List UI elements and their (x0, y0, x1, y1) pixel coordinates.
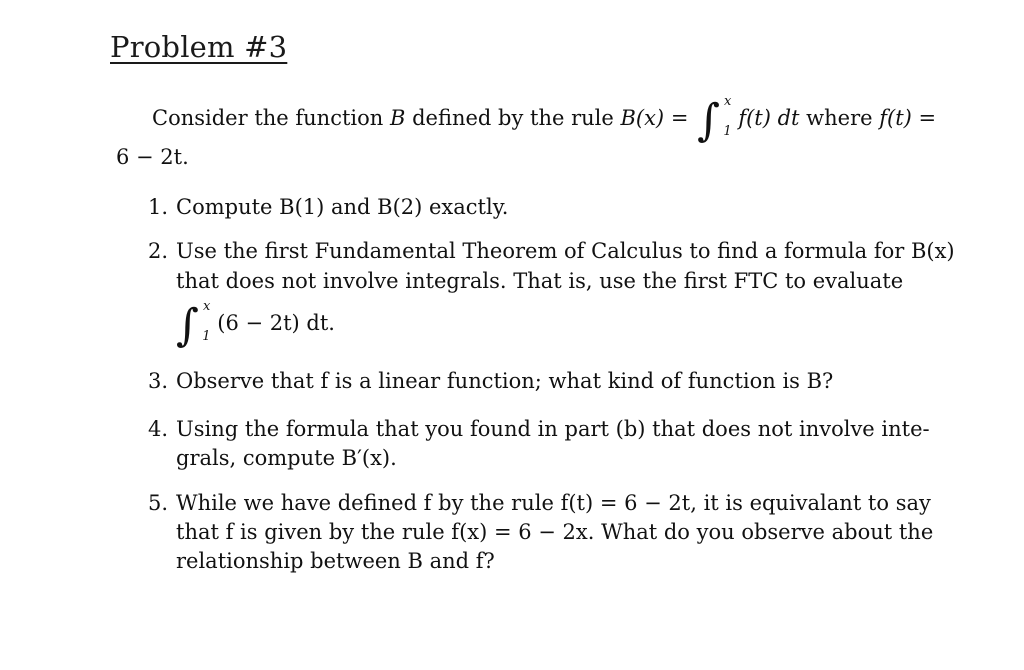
list-item-5-line-3: relationship between B and f? (176, 549, 495, 573)
list-item-3: 3. Observe that f is a linear function; what kind of function is B? (148, 369, 834, 393)
integral-sign: ∫ (176, 300, 199, 351)
list-item-2: 2. Use the first Fundamental Theorem of Calculus to find a formula for B(x) (148, 239, 955, 263)
list-item-1: 1. Compute B(1) and B(2) exactly. (148, 195, 509, 219)
intro-line-1: Consider the function B defined by the rule B(x) = ∫ x1 f(t) dt where f(t) = (152, 94, 937, 146)
list-item-4-line-2: grals, compute B′(x). (176, 446, 397, 470)
integral-lower-limit: 1 (723, 124, 732, 139)
problem-title: Problem #3 (110, 30, 288, 64)
list-item-2-line-2: that does not involve integrals. That is, use the first FTC to evaluate (176, 269, 904, 293)
intro-line-2: 6 − 2t. (116, 145, 189, 169)
integral-upper-limit: x (724, 94, 732, 109)
integral-sign: ∫ (697, 95, 721, 146)
integral-lower-limit: 1 (202, 329, 211, 344)
integral-upper-limit: x (202, 299, 211, 314)
list-item-5: 5. While we have defined f by the rule f(t) = 6 − 2t, it is equivalant to say (148, 491, 931, 515)
list-item-5-line-2: that f is given by the rule f(x) = 6 − 2x. What do you observe about the (176, 520, 934, 544)
list-item-2-integral: ∫ x1 (6 − 2t) dt. (176, 299, 335, 351)
list-item-4: 4. Using the formula that you found in part (b) that does not involve inte- (148, 417, 930, 441)
